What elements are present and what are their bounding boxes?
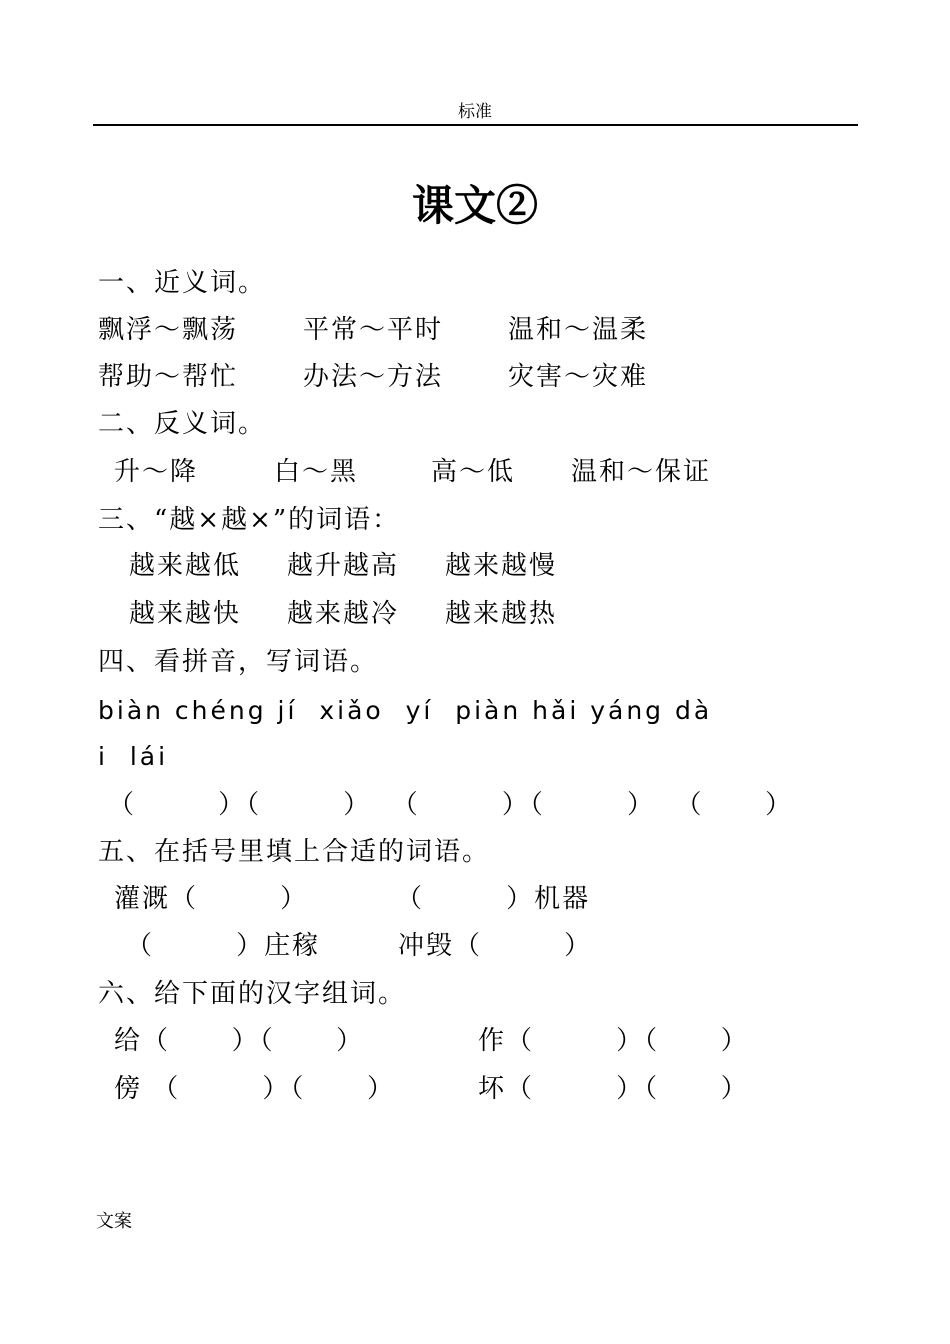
synonym-pair: 办法～方法: [303, 362, 444, 392]
yue-phrase: 越来越热: [445, 599, 558, 629]
antonym-pair: 升～降: [114, 457, 199, 487]
synonym-pair: 温和～温柔: [508, 315, 649, 345]
synonym-pair: 平常～平时: [303, 315, 444, 345]
yue-row-2: [98, 597, 858, 631]
yue-phrase: 越来越低: [129, 551, 242, 581]
synonym-pair: 灾害～灾难: [508, 362, 649, 392]
fill-blank-item[interactable]: 灌溉（ ）: [114, 884, 309, 914]
page-footer: 文案: [96, 1211, 132, 1232]
synonym-pair: 飘浮～飘荡: [98, 315, 239, 345]
fill-blank-item[interactable]: 冲毁（ ）: [398, 931, 593, 961]
section-4-heading: 四、看拼音，写词语。: [98, 647, 379, 677]
word-group-item[interactable]: 傍 （ ）（ ）: [114, 1074, 395, 1104]
page-header: 标准: [458, 102, 492, 122]
antonym-pair: 高～低: [431, 457, 516, 487]
yue-phrase: 越来越冷: [287, 599, 400, 629]
header-divider: [93, 124, 858, 126]
antonym-row: [98, 455, 858, 489]
synonym-pair: 帮助～帮忙: [98, 362, 239, 392]
yue-phrase: 越来越慢: [445, 551, 558, 581]
word-group-row-1: [98, 1024, 858, 1058]
pinyin-answer-blanks[interactable]: （ ）（ ） （ ）（ ） （ ）: [108, 790, 794, 820]
fill-row-1: [98, 882, 858, 916]
word-group-item[interactable]: 作（ ）（ ）: [478, 1026, 749, 1056]
yue-phrase: 越升越高: [287, 551, 400, 581]
word-group-row-2: [98, 1072, 858, 1106]
yue-phrase: 越来越快: [129, 599, 242, 629]
fill-row-2: [98, 929, 858, 963]
section-5-heading: 五、在括号里填上合适的词语。: [98, 837, 491, 867]
page-title: 课文②: [411, 181, 538, 230]
fill-blank-item[interactable]: （ ）庄稼: [126, 931, 321, 961]
fill-blank-item[interactable]: （ ）机器: [396, 884, 591, 914]
synonym-row-1: [98, 313, 858, 347]
pinyin-line-1: biàn chéng jí xiǎo yí piàn hǎi yáng dà: [98, 696, 713, 725]
section-6-heading: 六、给下面的汉字组词。: [98, 979, 407, 1009]
section-1-heading: 一、近义词。: [98, 268, 267, 298]
section-2-heading: 二、反义词。: [98, 409, 267, 439]
antonym-pair: 温和～保证: [571, 457, 712, 487]
synonym-row-2: [98, 360, 858, 394]
pinyin-line-2: i lái: [98, 742, 169, 771]
word-group-item[interactable]: 给（ ）（ ）: [114, 1026, 365, 1056]
yue-row-1: [98, 549, 858, 583]
section-3-heading: 三、“越×越×”的词语：: [98, 505, 401, 535]
antonym-pair: 白～黑: [274, 457, 359, 487]
word-group-item[interactable]: 坏（ ）（ ）: [478, 1074, 749, 1104]
